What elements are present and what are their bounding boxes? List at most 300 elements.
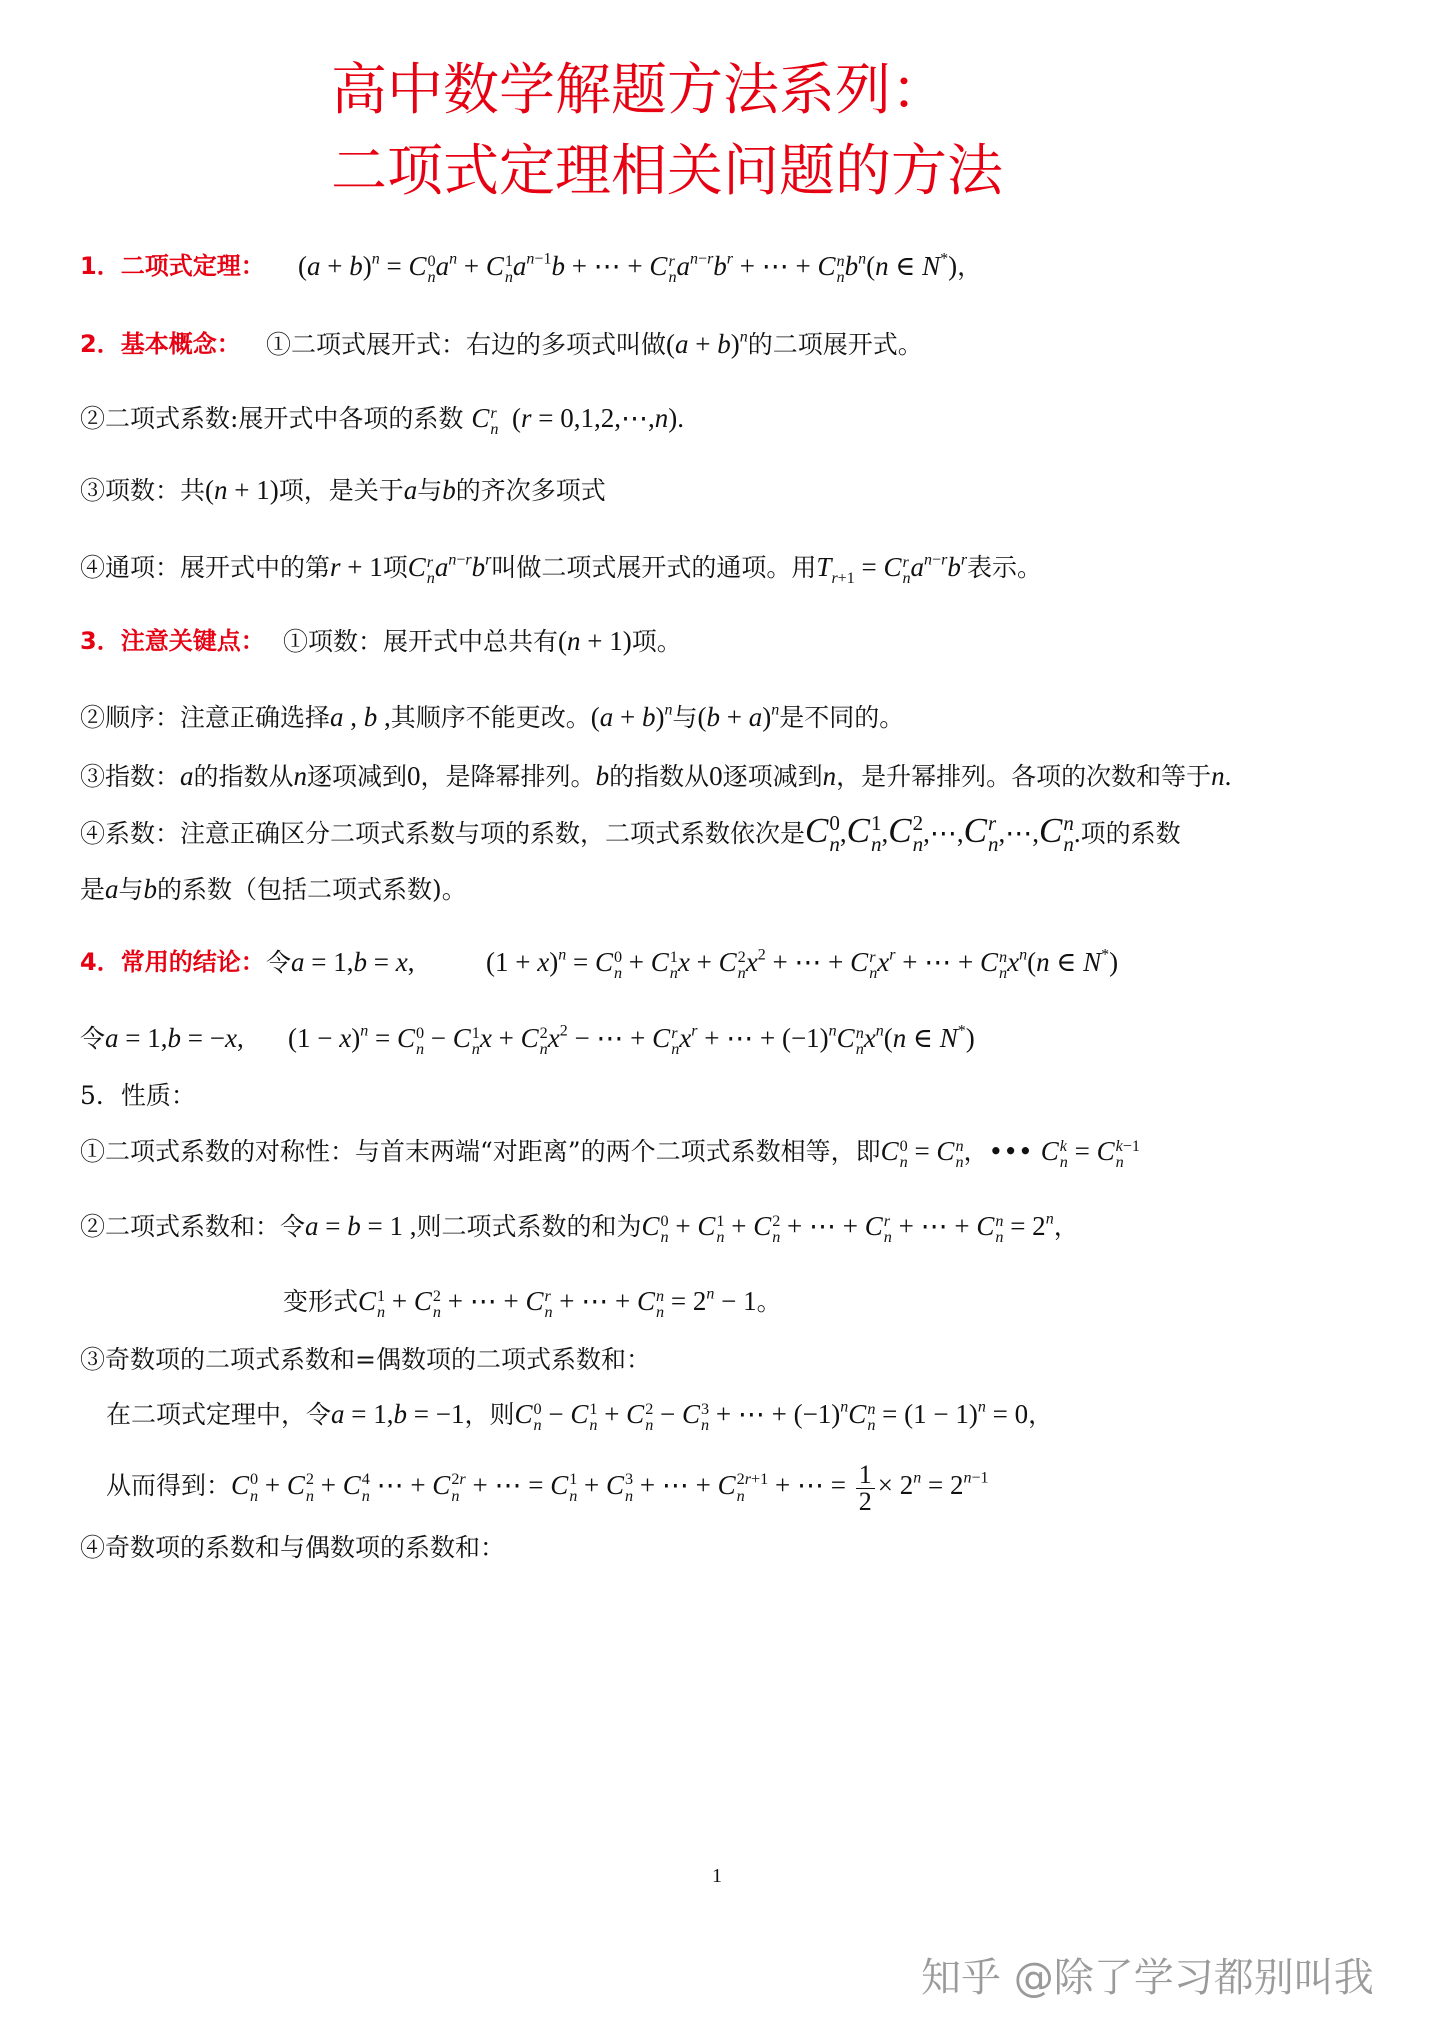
index-stack bbox=[668, 253, 676, 285]
math-variable: n bbox=[955, 1152, 964, 1171]
lower-index bbox=[737, 1488, 769, 1504]
math-expression bbox=[442, 475, 456, 505]
index-stack bbox=[1116, 1138, 1140, 1170]
math-expression: a = 1,b = −x, bbox=[105, 1023, 244, 1053]
math-variable: b bbox=[167, 1023, 181, 1053]
upper-index: 0 bbox=[533, 1399, 542, 1418]
math-variable: n bbox=[737, 963, 746, 982]
math-variable: a bbox=[599, 702, 614, 732]
math-variable: n bbox=[1059, 1152, 1068, 1171]
coefficient-symbol bbox=[865, 1211, 883, 1241]
text-run: ④通项：展开式中的第 bbox=[80, 553, 331, 582]
math-expression: (a + b) bbox=[666, 329, 740, 359]
binomial-coefficient bbox=[979, 947, 1008, 982]
text-run: ，则 bbox=[464, 1400, 515, 1429]
math-variable: n bbox=[589, 1415, 598, 1434]
math-variable: n bbox=[924, 551, 933, 569]
math-variable: x bbox=[679, 1023, 692, 1053]
upper-index: 1 bbox=[504, 251, 513, 270]
math-expression: (n + 1) bbox=[205, 475, 279, 505]
upper-index: 1 bbox=[589, 1399, 598, 1418]
lower-index bbox=[829, 831, 840, 856]
math-expression bbox=[404, 475, 418, 505]
lower-index bbox=[625, 1488, 633, 1504]
math-expression: = 2 bbox=[1003, 1211, 1046, 1241]
math-expression: = bbox=[1067, 1136, 1097, 1166]
math-variable: C bbox=[880, 1136, 899, 1166]
text-run: 是不同的。 bbox=[779, 703, 905, 732]
superscript: * bbox=[940, 250, 949, 268]
math-variable: n bbox=[875, 1022, 884, 1040]
math-expression: = bbox=[566, 947, 595, 977]
lower-index bbox=[912, 831, 924, 856]
math-variable: b bbox=[844, 251, 859, 281]
watermark: 知乎 @除了学习都别叫我 bbox=[921, 1955, 1374, 2001]
index-stack bbox=[306, 1471, 314, 1503]
math-variable: N bbox=[1083, 947, 1102, 977]
binomial-coefficient bbox=[413, 1286, 441, 1321]
text-run: 项 bbox=[382, 553, 408, 582]
text-run: 项的系数 bbox=[1080, 819, 1181, 848]
math-variable: n bbox=[716, 1227, 725, 1246]
upper-index: 0 bbox=[613, 947, 623, 966]
math-variable: x bbox=[863, 1023, 876, 1053]
text-run: ，是升幂排列。各项的次数和等于 bbox=[836, 762, 1212, 791]
upper-index: 2r+1 bbox=[736, 1470, 769, 1489]
numerator: 1 bbox=[856, 1462, 875, 1489]
math-expression: + bbox=[457, 251, 486, 281]
lower-index bbox=[738, 965, 746, 981]
math-variable: n bbox=[533, 1415, 542, 1434]
math-expression: = (1 − 1) bbox=[875, 1399, 978, 1429]
math-expression: + bbox=[668, 1211, 698, 1241]
math-variable: n bbox=[471, 1039, 480, 1058]
math-variable: n bbox=[1063, 831, 1074, 856]
lower-index bbox=[1063, 831, 1074, 856]
math-variable: a bbox=[330, 702, 344, 732]
math-expression bbox=[513, 251, 527, 281]
math-expression: + bbox=[724, 1211, 754, 1241]
math-variable: b bbox=[393, 1399, 407, 1429]
upper-index: 0 bbox=[660, 1211, 669, 1230]
math-expression: + ⋯ + (−1) bbox=[697, 1023, 829, 1053]
math-variable: n bbox=[913, 1469, 922, 1487]
upper-index: 1 bbox=[716, 1211, 725, 1230]
binomial-coefficient bbox=[637, 1286, 665, 1321]
index-stack bbox=[955, 1138, 963, 1170]
math-variable: n bbox=[912, 831, 924, 856]
superscript bbox=[1046, 1210, 1054, 1227]
math-variable: C bbox=[626, 1399, 645, 1429]
math-variable: n bbox=[995, 1227, 1004, 1246]
index-stack bbox=[534, 1401, 542, 1433]
upper-index: 2 bbox=[432, 1286, 441, 1305]
upper-index: 0 bbox=[899, 1136, 908, 1155]
binomial-coefficient bbox=[626, 1399, 654, 1434]
math-variable: n bbox=[526, 250, 535, 268]
math-expression: x + bbox=[677, 947, 719, 977]
superscript bbox=[858, 250, 866, 267]
text-run: 项。 bbox=[631, 627, 682, 656]
math-variable: n bbox=[504, 267, 513, 286]
math-variable: n bbox=[660, 1227, 669, 1246]
lower-index bbox=[656, 1304, 664, 1320]
math-variable: C bbox=[432, 1469, 451, 1500]
superscript bbox=[876, 1022, 884, 1039]
upper-index: 1 bbox=[377, 1286, 386, 1305]
coefficient-symbol bbox=[881, 1136, 899, 1166]
text-run: ③项数：共 bbox=[80, 476, 206, 505]
upper-index bbox=[427, 554, 435, 570]
coefficient-symbol bbox=[652, 1023, 670, 1053]
coefficient-symbol bbox=[718, 1470, 736, 1500]
binomial-coefficient bbox=[1096, 1136, 1140, 1171]
binomial-coefficient bbox=[682, 1399, 710, 1434]
binomial-coefficient bbox=[846, 810, 882, 856]
binomial-coefficient bbox=[883, 552, 911, 587]
index-stack bbox=[625, 1471, 633, 1503]
math-variable: n bbox=[448, 551, 457, 569]
coefficient-symbol bbox=[408, 552, 426, 582]
upper-index: 1 bbox=[870, 810, 882, 835]
math-variable: r bbox=[883, 1211, 891, 1230]
math-expression: ) bbox=[965, 1023, 975, 1053]
math-expression: (n ∈ N bbox=[866, 251, 941, 281]
binomial-coefficient bbox=[753, 1211, 781, 1246]
binomial-coefficient bbox=[850, 947, 878, 982]
binomial-coefficient bbox=[1038, 810, 1074, 856]
math-variable: n bbox=[840, 1398, 849, 1416]
text-run: ①项数：展开式中总共有 bbox=[283, 627, 559, 656]
math-variable: n bbox=[625, 1486, 634, 1505]
text-run: 与 bbox=[672, 703, 698, 732]
text-run: 与 bbox=[118, 875, 144, 904]
math-expression: (n ∈ N bbox=[883, 1023, 958, 1053]
math-variable: b bbox=[947, 552, 961, 582]
upper-index bbox=[884, 1213, 892, 1229]
lower-index bbox=[534, 1417, 542, 1433]
math-variable: b bbox=[717, 329, 731, 359]
math-variable: C bbox=[606, 1469, 625, 1500]
properties-heading bbox=[80, 1076, 196, 1116]
math-expression: (b + a) bbox=[697, 702, 772, 732]
coefficient-symbol bbox=[888, 811, 911, 850]
math-variable: a bbox=[675, 329, 689, 359]
lower-index bbox=[987, 831, 999, 856]
math-variable: b bbox=[442, 475, 456, 505]
coefficient-symbol bbox=[525, 1286, 543, 1316]
math-variable: n bbox=[656, 1286, 665, 1305]
math-expression: − ⋯ + bbox=[567, 1023, 653, 1053]
math-variable: x bbox=[745, 947, 758, 977]
math-variable: C bbox=[231, 1469, 250, 1500]
math-variable: n bbox=[998, 947, 1008, 966]
text-run: ①二项式系数的对称性：与首末两端“对距离”的两个二项式系数相等，即 bbox=[80, 1137, 881, 1166]
lower-index bbox=[362, 1488, 370, 1504]
math-variable: n bbox=[836, 267, 845, 286]
math-variable: C bbox=[594, 947, 613, 977]
math-variable: n bbox=[858, 250, 867, 268]
text-run: 则二项式系数的和为 bbox=[416, 1212, 642, 1241]
lower-index bbox=[837, 269, 845, 285]
math-variable: r bbox=[869, 947, 876, 966]
key-point-exponent bbox=[80, 756, 1231, 797]
math-variable: C bbox=[976, 1211, 995, 1241]
math-expression: + bbox=[622, 947, 651, 977]
math-expression: n. bbox=[1211, 761, 1232, 791]
index-stack bbox=[1063, 810, 1074, 856]
math-variable: n bbox=[669, 963, 678, 982]
index-stack bbox=[427, 253, 435, 285]
math-variable: n bbox=[772, 1227, 781, 1246]
math-variable: n bbox=[855, 1023, 864, 1042]
upper-index: 4 bbox=[361, 1470, 370, 1489]
index-stack bbox=[837, 253, 845, 285]
text-run: 逐项减到 bbox=[722, 762, 823, 791]
lower-index bbox=[1116, 1154, 1140, 1170]
text-run: ②顺序：注意正确选择 bbox=[80, 703, 331, 732]
math-variable: r bbox=[889, 946, 896, 964]
coefficient-symbol bbox=[637, 1286, 655, 1316]
math-variable: b bbox=[471, 552, 486, 582]
math-variable: r bbox=[490, 403, 497, 422]
math-variable: r bbox=[459, 1470, 466, 1489]
coefficient-symbol bbox=[649, 251, 667, 281]
superscript: n−1 bbox=[526, 250, 552, 268]
index-stack bbox=[661, 1213, 669, 1245]
math-expression: ) bbox=[948, 251, 958, 281]
coefficient-symbol bbox=[408, 251, 426, 281]
math-variable: C bbox=[452, 1023, 471, 1053]
math-variable: C bbox=[408, 251, 427, 281]
text-run: ，是降幂排列。 bbox=[420, 762, 596, 791]
math-variable: C bbox=[1096, 1136, 1115, 1166]
index-stack bbox=[701, 1401, 709, 1433]
math-expression: − bbox=[424, 1023, 453, 1053]
math-variable: C bbox=[652, 1023, 671, 1053]
math-variable: n bbox=[544, 1302, 553, 1321]
math-variable: r bbox=[671, 1023, 678, 1042]
text-run: 逐项减到 bbox=[307, 762, 408, 791]
coefficient-symbol bbox=[818, 251, 836, 281]
text-run: 令 bbox=[80, 1024, 106, 1053]
math-expression: a = 1,b = x, bbox=[291, 947, 415, 977]
math-expression: − bbox=[653, 1399, 683, 1429]
math-expression bbox=[911, 552, 925, 582]
math-variable: n bbox=[361, 1486, 370, 1505]
math-variable: C bbox=[471, 403, 490, 433]
text-run: 表示。 bbox=[967, 553, 1043, 582]
math-variable: n bbox=[902, 568, 911, 587]
coefficient-symbol bbox=[606, 1470, 624, 1500]
index-stack bbox=[856, 1025, 864, 1057]
index-stack bbox=[1060, 1138, 1068, 1170]
concepts-heading bbox=[80, 324, 241, 364]
math-expression: , bbox=[881, 818, 889, 848]
math-variable: r bbox=[668, 251, 675, 270]
conclusion-1-substitution bbox=[266, 942, 414, 983]
math-variable: n bbox=[998, 963, 1008, 982]
superscript: * bbox=[1101, 946, 1110, 964]
math-expression: r + 1 bbox=[330, 552, 383, 582]
math-variable: C bbox=[396, 1023, 415, 1053]
page-title-line-1: 高中数学解题方法系列： bbox=[331, 58, 947, 123]
coefficient-symbol bbox=[1097, 1136, 1115, 1166]
math-variable: n bbox=[883, 1227, 892, 1246]
binomial-coefficient bbox=[471, 403, 499, 438]
math-variable: x bbox=[224, 1023, 237, 1053]
text-run: ， bbox=[1028, 1400, 1054, 1429]
math-variable: n bbox=[899, 1152, 908, 1171]
coefficient-symbol bbox=[805, 811, 828, 850]
coefficient-symbol bbox=[837, 1023, 855, 1053]
index-stack bbox=[544, 1288, 552, 1320]
text-run: 5．性质： bbox=[80, 1081, 196, 1110]
binomial-coefficient bbox=[697, 1211, 725, 1246]
binomial-coefficient bbox=[525, 1286, 553, 1321]
math-variable: x bbox=[479, 1023, 492, 1053]
math-variable: n bbox=[870, 831, 882, 856]
math-variable: x bbox=[339, 1023, 352, 1053]
math-variable: n bbox=[1211, 761, 1225, 791]
math-variable: n bbox=[892, 1023, 907, 1053]
fraction bbox=[856, 1462, 875, 1515]
math-expression: x + bbox=[479, 1023, 521, 1053]
lower-index bbox=[306, 1488, 314, 1504]
superscript bbox=[360, 1022, 368, 1039]
math-expression: + bbox=[597, 1399, 627, 1429]
coefficient-symbol bbox=[850, 947, 868, 977]
math-variable: n bbox=[664, 701, 673, 719]
math-variable: a bbox=[676, 251, 691, 281]
index-stack bbox=[738, 949, 746, 981]
coefficient-symbol bbox=[231, 1470, 249, 1500]
text-run: 令 bbox=[266, 948, 292, 977]
binomial-coefficient bbox=[594, 947, 623, 982]
coefficient-symbol bbox=[521, 1023, 539, 1053]
index-stack bbox=[451, 1471, 465, 1503]
text-run: 的齐次多项式 bbox=[455, 476, 606, 505]
superscript: n−1 bbox=[963, 1469, 989, 1487]
text-run: ， bbox=[1053, 1212, 1079, 1241]
math-variable: n bbox=[1045, 1210, 1054, 1228]
math-variable: n bbox=[987, 831, 999, 856]
math-expression bbox=[816, 552, 831, 582]
math-variable: r bbox=[902, 552, 909, 571]
lower-index bbox=[856, 1041, 864, 1057]
math-variable: a bbox=[512, 251, 527, 281]
math-variable: C bbox=[979, 947, 998, 977]
math-variable: n bbox=[867, 1399, 876, 1418]
binomial-coefficient bbox=[408, 251, 436, 286]
math-variable: b bbox=[642, 702, 656, 732]
math-expression: + bbox=[385, 1286, 414, 1316]
lower-index bbox=[544, 1304, 552, 1320]
superscript bbox=[829, 1022, 837, 1039]
math-expression: + ⋯ + bbox=[891, 1211, 977, 1241]
math-expression: + bbox=[313, 1469, 343, 1500]
math-variable: n bbox=[490, 419, 499, 438]
text-run: 变形式 bbox=[283, 1287, 359, 1316]
math-variable: n bbox=[822, 761, 837, 791]
property-coefficient-sum bbox=[80, 1206, 1079, 1247]
coefficient-symbol bbox=[847, 811, 870, 850]
upper-index: 2 bbox=[539, 1023, 548, 1042]
superscript bbox=[1019, 946, 1027, 963]
math-variable: a bbox=[331, 1399, 345, 1429]
coefficient-symbol bbox=[651, 947, 669, 977]
index-stack bbox=[362, 1471, 370, 1503]
lower-index bbox=[902, 570, 910, 586]
section-heading: 2．基本概念： bbox=[80, 330, 241, 358]
math-variable: N bbox=[939, 1023, 958, 1053]
lower-index bbox=[377, 1304, 385, 1320]
binomial-coefficient bbox=[836, 1023, 864, 1058]
text-run: 其顺序不能更改。 bbox=[390, 703, 591, 732]
lower-index bbox=[433, 1304, 441, 1320]
binomial-coefficient bbox=[550, 1469, 578, 1505]
math-variable: x bbox=[677, 947, 690, 977]
math-expression: 0 bbox=[407, 761, 421, 791]
index-stack bbox=[656, 1288, 664, 1320]
math-variable: x bbox=[877, 947, 890, 977]
index-stack bbox=[987, 810, 999, 856]
math-variable: C bbox=[936, 1136, 955, 1166]
binomial-coefficient bbox=[342, 1469, 370, 1505]
math-variable: C bbox=[753, 1211, 772, 1241]
math-expression bbox=[180, 761, 194, 791]
math-variable: a bbox=[910, 552, 925, 582]
binomial-coefficient bbox=[485, 251, 513, 286]
math-expression: b + ⋯ + bbox=[551, 251, 650, 281]
coefficient-symbol bbox=[1039, 811, 1062, 850]
conclusions-heading bbox=[80, 942, 265, 982]
upper-index: 2 bbox=[912, 810, 924, 835]
math-variable: C bbox=[717, 1469, 736, 1500]
index-stack bbox=[614, 949, 622, 981]
math-variable: b bbox=[595, 761, 610, 791]
property-odd-even-step-1 bbox=[106, 1394, 1053, 1435]
math-variable: C bbox=[836, 1023, 855, 1053]
lower-index bbox=[540, 1041, 548, 1057]
math-expression: = bbox=[379, 251, 409, 281]
coefficient-symbol bbox=[642, 1211, 660, 1241]
math-variable: r bbox=[960, 551, 968, 569]
math-expression: = 2 bbox=[664, 1286, 707, 1316]
math-variable: n bbox=[701, 1415, 710, 1434]
math-variable: C bbox=[649, 251, 668, 281]
coefficient-symbol bbox=[964, 811, 987, 850]
math-expression bbox=[472, 552, 486, 582]
math-variable: n bbox=[654, 403, 669, 433]
math-variable: k bbox=[1115, 1136, 1123, 1155]
math-variable: n bbox=[1063, 810, 1074, 835]
math-variable: C bbox=[641, 1211, 660, 1241]
binomial-coefficient bbox=[286, 1469, 314, 1505]
math-variable: n bbox=[558, 946, 567, 964]
upper-index bbox=[955, 1138, 963, 1154]
upper-index bbox=[987, 810, 999, 835]
upper-index: 0 bbox=[415, 1023, 425, 1042]
math-variable: k bbox=[1059, 1136, 1067, 1155]
math-variable: n bbox=[1019, 946, 1028, 964]
math-expression: − 1 bbox=[714, 1286, 757, 1316]
coefficient-symbol bbox=[719, 947, 737, 977]
math-expression: = bbox=[854, 552, 884, 582]
upper-index: 0 bbox=[250, 1470, 259, 1489]
text-run: ④系数：注意正确区分二项式系数与项的系数，二项式系数依次是 bbox=[80, 819, 806, 848]
property-odd-even bbox=[80, 1340, 651, 1380]
